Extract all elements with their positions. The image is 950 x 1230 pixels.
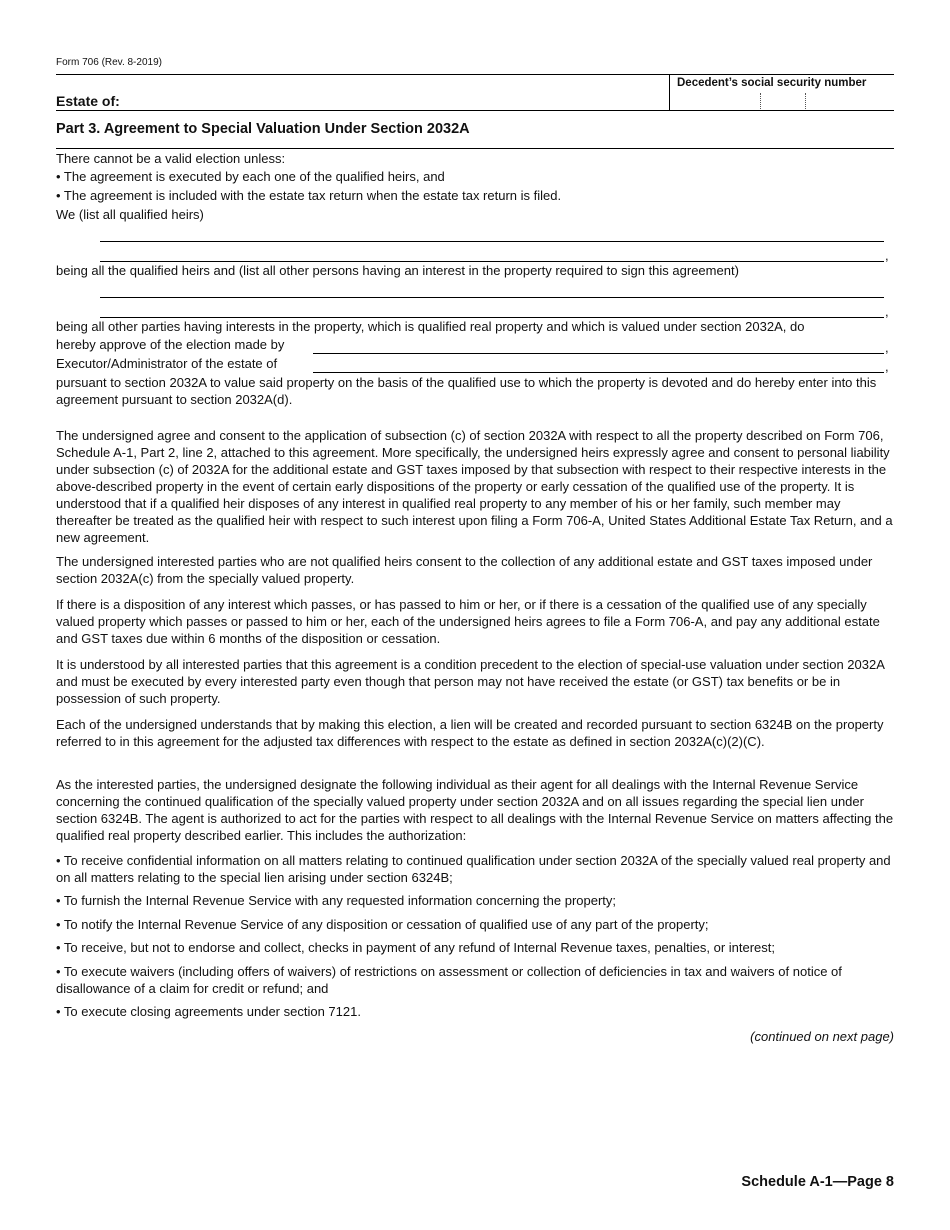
ssn-separator xyxy=(805,93,806,109)
other-persons-line-1[interactable] xyxy=(100,297,884,298)
approve-label: hereby approve of the election made by xyxy=(56,337,285,352)
authorization-item: • To receive confidential information on all matters relating to continued qualification under section 2032A of the specially valued real property and on all matters relating to the special lien arising under section 6324B; xyxy=(56,853,891,885)
paragraph-non-heirs: The undersigned interested parties who are not qualified heirs consent to the collection of any additional estate and GST taxes imposed under section 2032A(c) from the specially valued property. xyxy=(56,554,873,586)
authorization-item: • To receive, but not to endorse and collect, checks in payment of any refund of Internal Revenue taxes, penalties, or interest; xyxy=(56,940,776,955)
continued-note: (continued on next page) xyxy=(750,1029,894,1044)
parties-text: being all other parties having interests in the property, which is qualified real property and which is valued under section 2032A, do xyxy=(56,319,805,334)
paragraph-disposition: If there is a disposition of any interest which passes, or has passed to him or her, or if there is a cessation of the qualified use of any specially valued property which passes or passed to him or her, each of the undersigned heirs agrees to file a Form 706-A, and pay any additional estate and GST taxes due within 6 months of the disposition or cessation. xyxy=(56,597,880,646)
other-persons-label: being all the qualified heirs and (list all other persons having an interest in the property required to sign this agreement) xyxy=(56,263,739,278)
authorization-item: • To furnish the Internal Revenue Service with any requested information concerning the property; xyxy=(56,893,617,908)
ssn-separator xyxy=(760,93,761,109)
heirs-label: We (list all qualified heirs) xyxy=(56,207,204,222)
ssn-field[interactable] xyxy=(669,74,895,110)
estate-field-rule xyxy=(56,110,894,111)
part-title: Part 3. Agreement to Special Valuation Under Section 2032A xyxy=(56,121,470,137)
intro-line: There cannot be a valid election unless: xyxy=(56,151,286,166)
estate-label: Estate of: xyxy=(56,93,120,109)
part-title-rule xyxy=(56,148,894,149)
authorization-item: • To notify the Internal Revenue Service of any disposition or cessation of qualified use of any part of the property; xyxy=(56,917,709,932)
paragraph-consent: The undersigned agree and consent to the application of subsection (c) of section 2032A with respect to all the property described on Form 706, Schedule A-1, Part 2, line 2, attached to this agreement. More specifically, the undersigned heirs expressly agree and consent to personal liability under subsection (c) of 2032A for the additional estate and GST taxes imposed by that subsection with respect to their respective interests in the above-described property in the event of certain early dispositions of the property or early cessation of the qualified use of the property. It is understood that if a qualified heir disposes of any interest in qualified real property to any member of his or her family, such member may thereafter be treated as the qualified heir with respect to such interest upon filing a Form 706-A, United States Additional Estate Tax Return, and a new agreement. xyxy=(56,428,893,545)
authorization-item: • To execute closing agreements under section 7121. xyxy=(56,1004,361,1019)
qualified-heirs-line-1[interactable] xyxy=(100,241,884,242)
requirement-bullet: • The agreement is included with the estate tax return when the estate tax return is filed. xyxy=(56,188,562,203)
line-comma: , xyxy=(885,248,889,263)
paragraph-lien: Each of the undersigned understands that by making this election, a lien will be created and recorded pursuant to section 6324B on the property referred to in this agreement for the adjusted tax differences with respect to the estate as defined in section 2032A(c)(2)(C). xyxy=(56,717,884,749)
paragraph-agent: As the interested parties, the undersigned designate the following individual as their agent for all dealings with the Internal Revenue Service concerning the continued qualification of the specially valued property under section 2032A and on all issues regarding the special lien under section 6324B. The agent is authorized to act for the parties with respect to all dealings with the Internal Revenue Service on matters affecting the qualified real property described earlier. This includes the authorization: xyxy=(56,777,894,843)
line-comma: , xyxy=(885,304,889,319)
election-made-by-line[interactable] xyxy=(313,353,884,354)
line-comma: , xyxy=(885,340,889,355)
ssn-label: Decedent’s social security number xyxy=(677,77,867,89)
requirement-bullet: • The agreement is executed by each one of the qualified heirs, and xyxy=(56,169,445,184)
line-comma: , xyxy=(885,359,889,374)
paragraph-condition: It is understood by all interested parties that this agreement is a condition precedent to the election of special-use valuation under section 2032A and must be executed by every interested party even though that person may not have received the estate (or GST) tax benefits or be in possession of such property. xyxy=(56,657,885,706)
estate-of-line[interactable] xyxy=(313,372,884,373)
page-number: Schedule A-1—Page 8 xyxy=(741,1174,894,1190)
pursuant-text: pursuant to section 2032A to value said property on the basis of the qualified use to which the property is devoted and do hereby enter into this agreement pursuant to section 2032A(d). xyxy=(56,375,877,407)
executor-label: Executor/Administrator of the estate of xyxy=(56,356,278,371)
form-number: Form 706 (Rev. 8-2019) xyxy=(56,57,162,68)
authorization-item: • To execute waivers (including offers of waivers) of restrictions on assessment or collection of deficiencies in tax and waivers of notice of disallowance of a claim for credit or refund; and xyxy=(56,964,842,996)
